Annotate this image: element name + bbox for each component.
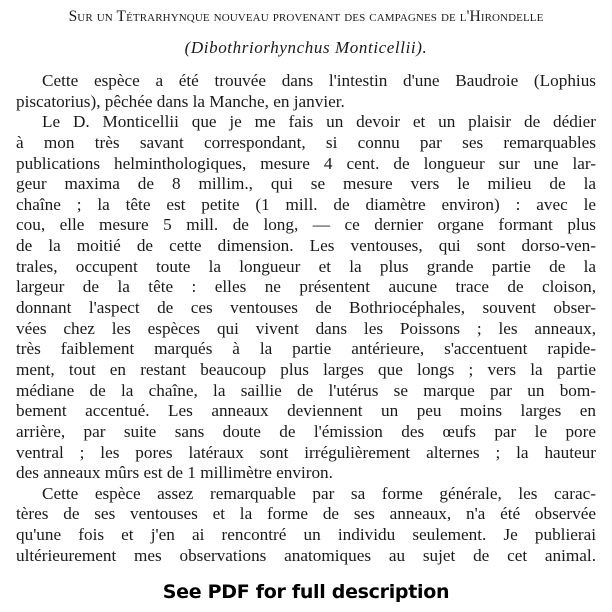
text-line: ultérieurement mes observations anatomiques au sujet de cet animal. [16, 545, 596, 565]
text-line: tères de ses ventouses et la forme de ses anneaux, n'a été observée [16, 504, 596, 524]
text-line: publications helminthologiques, mesure 4 cent. de longueur sur une lar- [16, 153, 596, 173]
see-pdf-note: See PDF for full description [162, 581, 450, 603]
species-subtitle: (Dibothriorhynchus Monticellii). [184, 38, 428, 57]
text-line: geur maxima de 8 millim., qui se mesure vers le milieu de la [16, 174, 596, 194]
text-line: arrière, par suite sans doute de l'émission des œufs par le pore [16, 421, 596, 441]
text-line: à mon très savant correspondant, si connu par ses remarquables [16, 132, 596, 152]
text-line: largeur de la tête : elles ne présentent aucune trace de cloison, [16, 277, 596, 297]
text-line: des anneaux mûrs est de 1 millimètre environ. [16, 463, 333, 483]
text-line: piscatorius), pêchée dans la Manche, en janvier. [16, 91, 345, 111]
text-line: vées chez les espèces qui vivent dans les Poissons ; les anneaux, [16, 318, 596, 338]
text-line: Cette espèce assez remarquable par sa forme générale, les carac- [42, 483, 596, 503]
text-line: cou, elle mesure 5 mill. de long, — ce dernier organe formant plus [16, 215, 596, 235]
text-line: chaîne ; la tête est petite (1 mill. de diamètre environ) : avec le [16, 194, 596, 214]
text-line: bement accentué. Les anneaux deviennent un peu moins larges en [16, 401, 596, 421]
text-line: très faiblement marqués à la partie antérieure, s'accentuent rapide- [16, 339, 596, 359]
text-line: qu'une fois et j'en ai rencontré un individu seulement. Je publierai [16, 525, 596, 545]
text-line: de la moitié de cette dimension. Les ventouses, qui sont dorso-ven- [16, 236, 596, 256]
text-line: ment, tout en restant beaucoup plus larges que longs ; vers la partie [16, 359, 596, 379]
text-line: donnant l'aspect de ces ventouses de Bothriocéphales, souvent obser- [16, 298, 596, 318]
text-line: Cette espèce a été trouvée dans l'intestin d'une Baudroie (Lophius [42, 71, 596, 90]
text-line: Le D. Monticellii que je me fais un devoir et un plaisir de dédier [42, 112, 596, 132]
text-line: trales, occupent toute la longueur et la plus grande partie de la [16, 256, 596, 276]
article-body [16, 71, 596, 566]
text-line: médiane de la chaîne, la saillie de l'utérus se marque par un bom- [16, 380, 596, 400]
text-line: ventral ; les pores latéraux sont irrégulièrement alternes ; la hauteur [16, 442, 596, 462]
article-title: Sur un Tétrarhynque nouveau provenant des campagnes de l'Hirondelle [68, 8, 544, 25]
